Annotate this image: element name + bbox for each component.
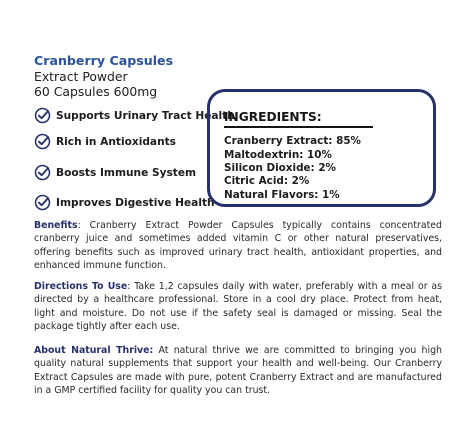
check-circle-icon — [34, 194, 51, 211]
ingredients-box — [207, 89, 436, 207]
benefit-label: Supports Urinary Tract Health — [56, 109, 235, 122]
benefits-paragraph — [34, 219, 442, 272]
ingredient-item: Maltodextrin: 10% — [224, 149, 332, 161]
ingredient-item: Citric Acid: 2% — [224, 175, 310, 187]
benefits-heading: Benefits — [34, 220, 78, 231]
benefit-item — [34, 164, 196, 181]
ingredient-item: Silicon Dioxide: 2% — [224, 162, 336, 174]
benefit-label: Improves Digestive Health — [56, 196, 215, 209]
directions-heading: Directions To Use — [34, 281, 128, 292]
product-subtitle-line1: Extract Powder — [34, 69, 128, 84]
check-circle-icon — [34, 133, 51, 150]
benefit-label: Rich in Antioxidants — [56, 135, 176, 148]
directions-paragraph — [34, 280, 442, 333]
ingredients-heading: INGREDIENTS: — [224, 110, 322, 124]
benefit-item — [34, 133, 176, 150]
benefit-item — [34, 107, 235, 124]
product-title: Cranberry Capsules — [34, 53, 174, 68]
check-circle-icon — [34, 107, 51, 124]
about-text: At natural thrive we are committed to bringing you high quality natural supplements that support your health and well-being. Our Cranberry Extract Capsules are made with pure, potent Cranberry Extract and are manufactured in a GMP certified facility for quality you can trust. — [34, 345, 442, 396]
benefit-label: Boosts Immune System — [56, 166, 197, 179]
ingredient-item: Natural Flavors: 1% — [224, 189, 340, 201]
benefits-text: : Cranberry Extract Powder Capsules typically contains concentrated cranberry juice and sometimes added vitamin C or other natural preservatives, offering benefits such as improved urinary tract health, antioxidant properties, and enhanced immune function. — [34, 220, 442, 271]
benefit-item — [34, 194, 215, 211]
directions-text: : Take 1,2 capsules daily with water, preferably with a meal or as directed by a healthcare professional. Store in a cool dry place. Protect from heat, light and moisture. Do not use if the safety seal is damaged or missing. Seal the package tightly after each use. — [34, 281, 442, 332]
about-paragraph — [34, 344, 442, 397]
about-heading: About Natural Thrive: — [34, 345, 154, 356]
ingredients-underline — [224, 126, 373, 128]
check-circle-icon — [34, 164, 51, 181]
ingredient-item: Cranberry Extract: 85% — [224, 135, 361, 147]
product-subtitle-line2: 60 Capsules 600mg — [34, 84, 158, 99]
